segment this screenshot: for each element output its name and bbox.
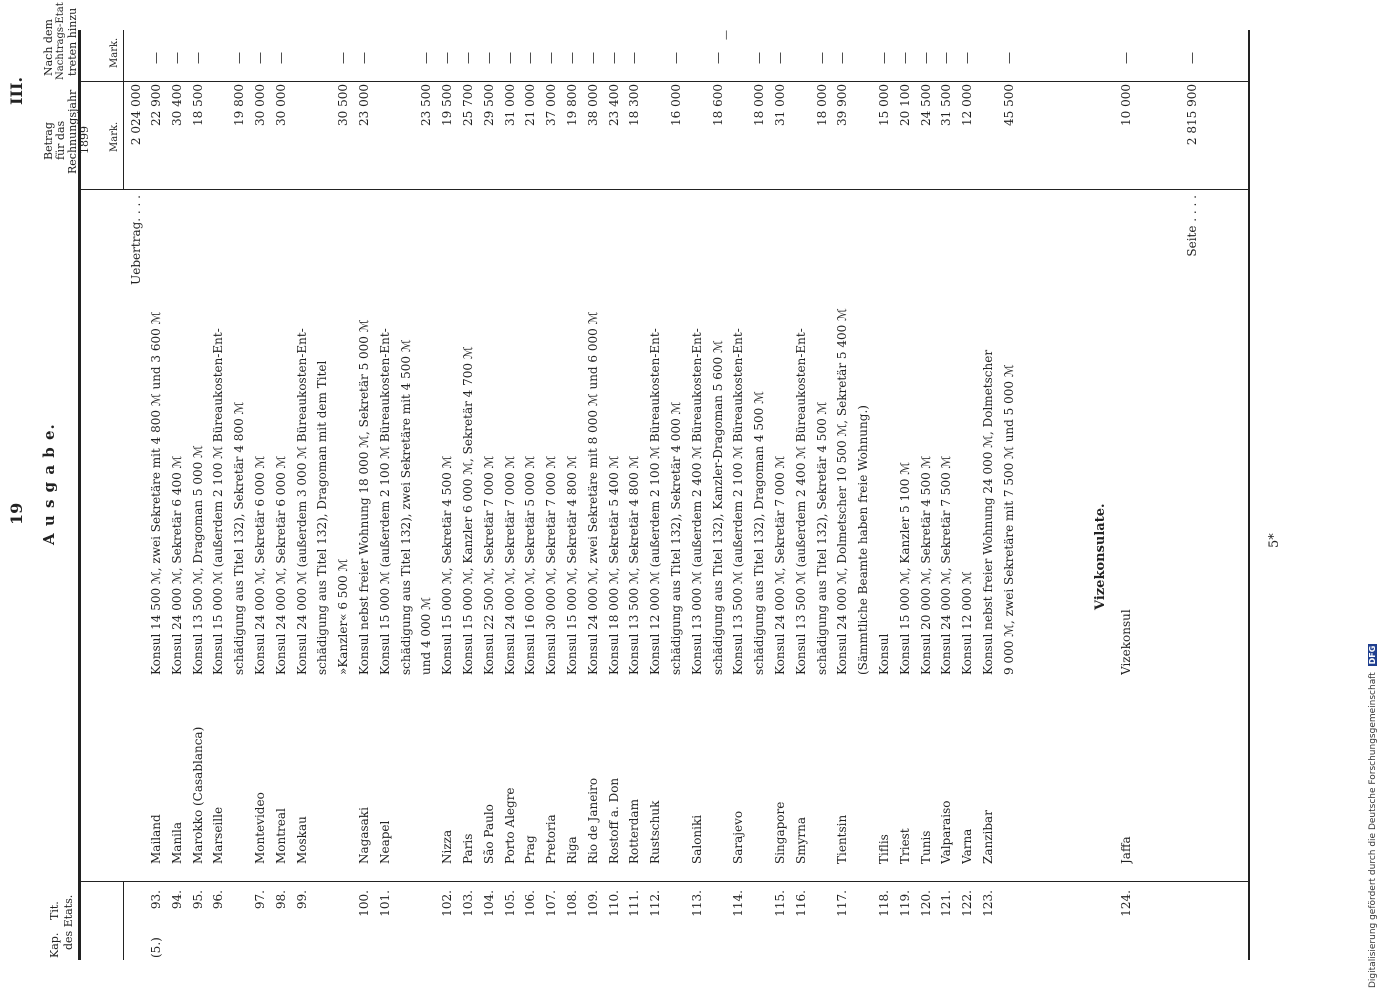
row-amount: 19 800: [232, 84, 247, 126]
row-desc: Konsul 22 500 ℳ, Sekretär 7 000 ℳ: [481, 455, 496, 675]
table-row: [169, 30, 185, 960]
row-tit: 116.: [793, 890, 808, 917]
page-number: 19: [7, 502, 26, 525]
table-row: [730, 30, 746, 960]
row-amount: 39 900: [835, 84, 850, 126]
row-extra: —: [419, 52, 434, 64]
row-amount: 22 900: [149, 84, 163, 126]
row-extra: —: [627, 52, 642, 64]
vizekonsulat-amount: 10 000: [1119, 84, 1133, 126]
signature-mark: 5*: [1267, 533, 1282, 548]
table-row: [543, 30, 559, 960]
row-amount: 24 500: [918, 84, 933, 126]
row-amount: 31 500: [939, 84, 954, 126]
row-amount: 31 000: [773, 84, 787, 126]
row-name: Triest: [897, 828, 912, 864]
row-desc: Konsul 24 000 ℳ, Sekretär 7 000 ℳ: [773, 455, 787, 675]
row-name: Prag: [523, 835, 538, 864]
row-desc: Konsul 16 000 ℳ, Sekretär 5 000 ℳ: [523, 455, 538, 675]
row-tit: 106.: [523, 890, 538, 917]
header-betrag-2: für das: [54, 120, 67, 160]
table-row: [814, 30, 830, 960]
table-row: [626, 30, 642, 960]
table-row: [210, 30, 226, 960]
row-desc: schädigung aus Titel 132), Kanzler-Dragoman 5 600 ℳ: [710, 340, 725, 675]
table-row: [294, 30, 310, 960]
uebertrag-row: [128, 30, 144, 960]
row-amount: 23 500: [419, 84, 434, 126]
row-tit: 113.: [689, 890, 704, 917]
table-row: [190, 30, 206, 960]
header-nach-2: Nachtrags-Etat: [55, 2, 66, 80]
row-tit: 105.: [502, 890, 517, 917]
row-extra: —: [814, 52, 829, 64]
row-tit: 93.: [149, 890, 163, 910]
row-amount: 31 000: [502, 84, 517, 126]
row-tit: 114.: [731, 890, 746, 917]
table-row: [356, 30, 372, 960]
row-desc: schädigung aus Titel 132), zwei Sekretäre mit 4 500 ℳ: [398, 339, 413, 675]
header-betrag-4: 1899: [78, 126, 91, 154]
row-tit: 111.: [627, 890, 642, 917]
row-name: Paris: [461, 833, 475, 864]
row-name: Varna: [960, 828, 975, 864]
row-desc: Konsul 15 000 ℳ (außerdem 2 100 ℳ Büreaukosten-Ent-: [377, 328, 392, 675]
table-row: [710, 30, 726, 960]
row-tit: 103.: [461, 890, 475, 917]
table-row: [918, 30, 934, 960]
row-tit: 97.: [253, 890, 267, 910]
row-desc: Konsul 24 000 ℳ, Sekretär 6 000 ℳ: [273, 455, 288, 675]
row-amount: 12 000: [960, 84, 975, 126]
top-mark: —: [721, 30, 732, 40]
row-tit: 115.: [773, 890, 787, 917]
header-betrag-3: Rechnungsjahr: [66, 89, 79, 174]
row-name: Tiflis: [877, 834, 891, 864]
row-tit: 112.: [648, 890, 663, 917]
row-desc: Konsul 15 000 ℳ (außerdem 2 100 ℳ Büreaukosten-Ent-: [211, 328, 226, 675]
header-betrag-1: Betrag: [42, 122, 55, 160]
row-tit: 102.: [440, 890, 455, 917]
subsection-title: Vizekonsulate.: [1093, 503, 1108, 610]
row-extra: —: [773, 52, 787, 64]
row-desc: schädigung aus Titel 132), Sekretär 4 500 ℳ: [814, 401, 829, 675]
row-name: Tientsin: [835, 814, 850, 864]
row-amount: 37 000: [544, 84, 559, 126]
row-desc: Konsul 24 000 ℳ, Sekretär 6 400 ℳ: [169, 455, 184, 675]
row-name: Marokko (Casablanca): [190, 726, 205, 864]
row-desc: Konsul 30 000 ℳ, Sekretär 7 000 ℳ: [544, 455, 559, 675]
table-row: [481, 30, 497, 960]
row-extra: —: [710, 52, 725, 64]
table-row: [564, 30, 580, 960]
row-extra: —: [918, 52, 933, 64]
uebertrag-label: Uebertrag. . . .: [129, 195, 143, 285]
row-extra: —: [960, 52, 975, 64]
row-name: Zanzibar: [981, 810, 995, 864]
chapter-label: III.: [7, 76, 26, 105]
row-amount: 15 000: [877, 84, 891, 126]
row-name: Rustschuk: [648, 800, 663, 864]
table-row: [938, 30, 954, 960]
row-desc: Konsul 12 000 ℳ: [960, 571, 975, 675]
row-desc: und 4 000 ℳ: [419, 597, 434, 675]
header-rule-left: [123, 882, 124, 960]
table-row: [585, 30, 601, 960]
table-row: [606, 30, 622, 960]
row-extra: —: [669, 52, 683, 64]
row-amount: 20 100: [897, 84, 912, 126]
row-amount: 18 000: [752, 84, 767, 126]
table-row: [335, 30, 351, 960]
row-tit: 94.: [169, 890, 184, 910]
row-name: Sarajevo: [731, 810, 746, 864]
row-name: Riga: [565, 836, 579, 864]
row-tit: 120.: [918, 890, 933, 917]
row-amount: 30 000: [273, 84, 288, 126]
dfg-logo: DFG: [1368, 645, 1377, 665]
row-desc: Konsul 13 500 ℳ (außerdem 2 400 ℳ Büreaukosten-Ent-: [793, 328, 808, 675]
table-row: [460, 30, 476, 960]
table-row: [751, 30, 767, 960]
row-desc: Konsul 18 000 ℳ, Sekretär 5 400 ℳ: [606, 455, 621, 675]
row-desc: Konsul nebst freier Wohnung 18 000 ℳ, Sekretär 5 000 ℳ: [357, 319, 371, 675]
row-extra: —: [606, 52, 621, 64]
section-title: A u s g a b e.: [40, 423, 58, 545]
row-amount: 18 000: [814, 84, 829, 126]
row-extra: —: [336, 52, 351, 64]
row-amount: 30 000: [253, 84, 267, 126]
header-des-etats: des Etats.: [62, 894, 75, 950]
row-tit: 110.: [606, 890, 621, 917]
header-rule-right: [123, 30, 124, 190]
row-desc: Konsul 13 500 ℳ, Sekretär 4 800 ℳ: [627, 455, 642, 675]
table-row: [668, 30, 684, 960]
digitization-credit: [1368, 644, 1378, 988]
row-desc: Konsul: [877, 633, 891, 675]
row-desc: (Sämmtliche Beamte haben freie Wohnung.): [856, 405, 871, 675]
table-row: [959, 30, 975, 960]
seite-amount: 2 815 900: [1185, 84, 1199, 146]
row-amount: 25 700: [461, 84, 475, 126]
row-name: Montreal: [273, 808, 288, 864]
table-row: [377, 30, 393, 960]
row-desc: Konsul nebst freier Wohnung 24 000 ℳ, Dolmetscher: [981, 349, 995, 675]
row-extra: —: [273, 52, 288, 64]
row-tit: 121.: [939, 890, 954, 917]
row-extra: —: [939, 52, 954, 64]
row-desc: »Kanzler« 6 500 ℳ: [336, 558, 351, 675]
row-amount: 19 500: [440, 84, 455, 126]
row-extra: —: [357, 52, 371, 64]
row-desc: Konsul 15 000 ℳ, Kanzler 5 100 ℳ: [897, 461, 912, 675]
row-amount: 45 500: [1001, 84, 1016, 126]
row-extra: —: [877, 52, 891, 64]
row-name: Smyrna: [793, 817, 808, 864]
row-name: Nagasaki: [357, 807, 371, 864]
row-tit: 104.: [481, 890, 496, 917]
row-extra: —: [544, 52, 559, 64]
vizekonsulat-row: [1118, 30, 1134, 960]
table-row: [252, 30, 268, 960]
row-tit: 100.: [357, 890, 371, 917]
row-desc: schädigung aus Titel 132), Sekretär 4 000 ℳ: [669, 401, 683, 675]
row-name: Saloniki: [689, 814, 704, 864]
header-nach-1: Nach dem: [42, 19, 55, 76]
row-desc: Konsul 24 000 ℳ, zwei Sekretäre mit 8 000 ℳ und 6 000 ℳ: [585, 311, 600, 675]
row-desc: Konsul 14 500 ℳ, zwei Sekretäre mit 4 800 ℳ und 3 600 ℳ: [149, 311, 163, 675]
row-desc: schädigung aus Titel 132), Dragoman mit dem Titel: [315, 360, 330, 675]
row-extra: —: [481, 52, 496, 64]
row-tit: 117.: [835, 890, 850, 917]
table-row: [231, 30, 247, 960]
header-kap: Kap.: [48, 932, 61, 958]
row-amount: 38 000: [585, 84, 600, 126]
row-desc: Konsul 15 000 ℳ, Sekretär 4 800 ℳ: [565, 455, 579, 675]
row-tit: 118.: [877, 890, 891, 917]
row-name: Pretoria: [544, 814, 559, 864]
row-desc: Konsul 12 000 ℳ (außerdem 2 100 ℳ Büreaukosten-Ent-: [648, 328, 663, 675]
row-desc: Konsul 24 000 ℳ, Sekretär 6 000 ℳ: [253, 455, 267, 675]
vizekonsulat-extra: —: [1119, 52, 1133, 64]
header-nach-3: treten hinzu: [66, 7, 79, 76]
row-amount: 29 500: [481, 84, 496, 126]
row-extra: —: [232, 52, 247, 64]
row-amount: 18 500: [190, 84, 205, 126]
table-row: [876, 30, 892, 960]
row-kap: (5.): [149, 937, 163, 958]
row-tit: 95.: [190, 890, 205, 910]
row-tit: 96.: [211, 890, 226, 910]
row-desc: 9 000 ℳ, zwei Sekretäre mit 7 500 ℳ und 5 000 ℳ: [1001, 364, 1016, 675]
row-name: Manila: [169, 822, 184, 864]
table-row: [689, 30, 705, 960]
table-row: [1001, 30, 1017, 960]
row-extra: —: [523, 52, 538, 64]
row-tit: 107.: [544, 890, 559, 917]
row-desc: Konsul 20 000 ℳ, Sekretär 4 500 ℳ: [918, 455, 933, 675]
row-desc: Konsul 13 500 ℳ (außerdem 2 100 ℳ Büreaukosten-Ent-: [731, 328, 746, 675]
row-extra: —: [565, 52, 579, 64]
row-name: Rio de Janeiro: [585, 777, 600, 864]
table-row: [314, 30, 330, 960]
row-desc: Konsul 24 000 ℳ, Sekretär 7 500 ℳ: [939, 455, 954, 675]
table-row: [418, 30, 434, 960]
row-extra: —: [190, 52, 205, 64]
row-name: Nizza: [440, 829, 455, 864]
table-row: [834, 30, 850, 960]
row-name: Neapel: [377, 820, 392, 864]
row-name: Tunis: [918, 830, 933, 864]
row-tit: 122.: [960, 890, 975, 917]
vizekonsulat-desc: Vizekonsul: [1119, 609, 1133, 675]
row-tit: 123.: [981, 890, 995, 917]
row-extra: —: [440, 52, 455, 64]
row-name: Mailand: [149, 814, 163, 864]
table-row: [793, 30, 809, 960]
row-desc: Konsul 24 000 ℳ, Dolmetscher 10 500 ℳ, Sekretär 5 400 ℳ: [835, 308, 850, 675]
row-desc: schädigung aus Titel 132), Dragoman 4 500 ℳ: [752, 391, 767, 675]
row-name: Marseille: [211, 806, 226, 864]
table-row: [855, 30, 871, 960]
table-row: [148, 30, 164, 960]
header-tit: Tit.: [48, 901, 61, 920]
row-name: Rostoff a. Don: [606, 777, 621, 864]
row-extra: —: [897, 52, 912, 64]
row-tit: 109.: [585, 890, 600, 917]
table-row: [897, 30, 913, 960]
row-amount: 30 500: [336, 84, 351, 126]
seite-row: [1184, 30, 1200, 960]
row-amount: 18 300: [627, 84, 642, 126]
row-name: Porto Alegre: [502, 787, 517, 864]
vizekonsulat-tit: 124.: [1119, 890, 1133, 917]
row-desc: Konsul 15 000 ℳ, Sekretär 4 500 ℳ: [440, 455, 455, 675]
row-tit: 108.: [565, 890, 579, 917]
table-row: [398, 30, 414, 960]
table-row: [522, 30, 538, 960]
row-extra: —: [149, 52, 163, 64]
row-extra: —: [585, 52, 600, 64]
table-row: [980, 30, 996, 960]
row-name: Moskau: [294, 816, 309, 864]
table-row: [273, 30, 289, 960]
row-name: Rotterdam: [627, 799, 642, 864]
table-bottom-rule: [1248, 30, 1250, 960]
row-name: Montevideo: [253, 792, 267, 864]
row-tit: 98.: [273, 890, 288, 910]
row-amount: 16 000: [669, 84, 683, 126]
seite-extra: —: [1185, 52, 1199, 64]
digitization-text: Digitalisierung gefördert durch die Deutsche Forschungsgemeinschaft: [1368, 672, 1378, 988]
row-desc: schädigung aus Titel 132), Sekretär 4 800 ℳ: [232, 401, 247, 675]
row-amount: 30 400: [169, 84, 184, 126]
table-row: [772, 30, 788, 960]
row-desc: Konsul 13 500 ℳ, Dragoman 5 000 ℳ: [190, 445, 205, 675]
row-tit: 101.: [377, 890, 392, 917]
row-tit: 119.: [897, 890, 912, 917]
row-desc: Konsul 15 000 ℳ, Kanzler 6 000 ℳ, Sekretär 4 700 ℳ: [461, 346, 475, 675]
header-mark-unit: Mark.: [109, 121, 120, 152]
row-name: São Paulo: [481, 804, 496, 864]
table-row: [647, 30, 663, 960]
row-desc: Konsul 24 000 ℳ (außerdem 3 000 ℳ Büreaukosten-Ent-: [294, 328, 309, 675]
row-name: Singapore: [773, 801, 787, 864]
row-desc: Konsul 13 000 ℳ (außerdem 2 400 ℳ Büreaukosten-Ent-: [689, 328, 704, 675]
row-name: Valparaiso: [939, 800, 954, 864]
row-extra: —: [169, 52, 184, 64]
row-amount: 18 600: [710, 84, 725, 126]
uebertrag-amount: 2 024 000: [129, 84, 143, 146]
row-extra: —: [461, 52, 475, 64]
row-amount: 19 800: [565, 84, 579, 126]
row-extra: —: [835, 52, 850, 64]
row-amount: 23 400: [606, 84, 621, 126]
row-extra: —: [502, 52, 517, 64]
row-desc: Konsul 24 000 ℳ, Sekretär 7 000 ℳ: [502, 455, 517, 675]
seite-label: Seite . . . .: [1185, 195, 1199, 257]
vizekonsulat-name: Jaffa: [1119, 836, 1133, 864]
table-row: [439, 30, 455, 960]
row-amount: 23 000: [357, 84, 371, 126]
row-extra: —: [752, 52, 767, 64]
table-row: [502, 30, 518, 960]
row-extra: —: [253, 52, 267, 64]
header-mark-unit-2: Mark.: [109, 37, 120, 68]
row-amount: 21 000: [523, 84, 538, 126]
row-extra: —: [1001, 52, 1016, 64]
row-tit: 99.: [294, 890, 309, 910]
